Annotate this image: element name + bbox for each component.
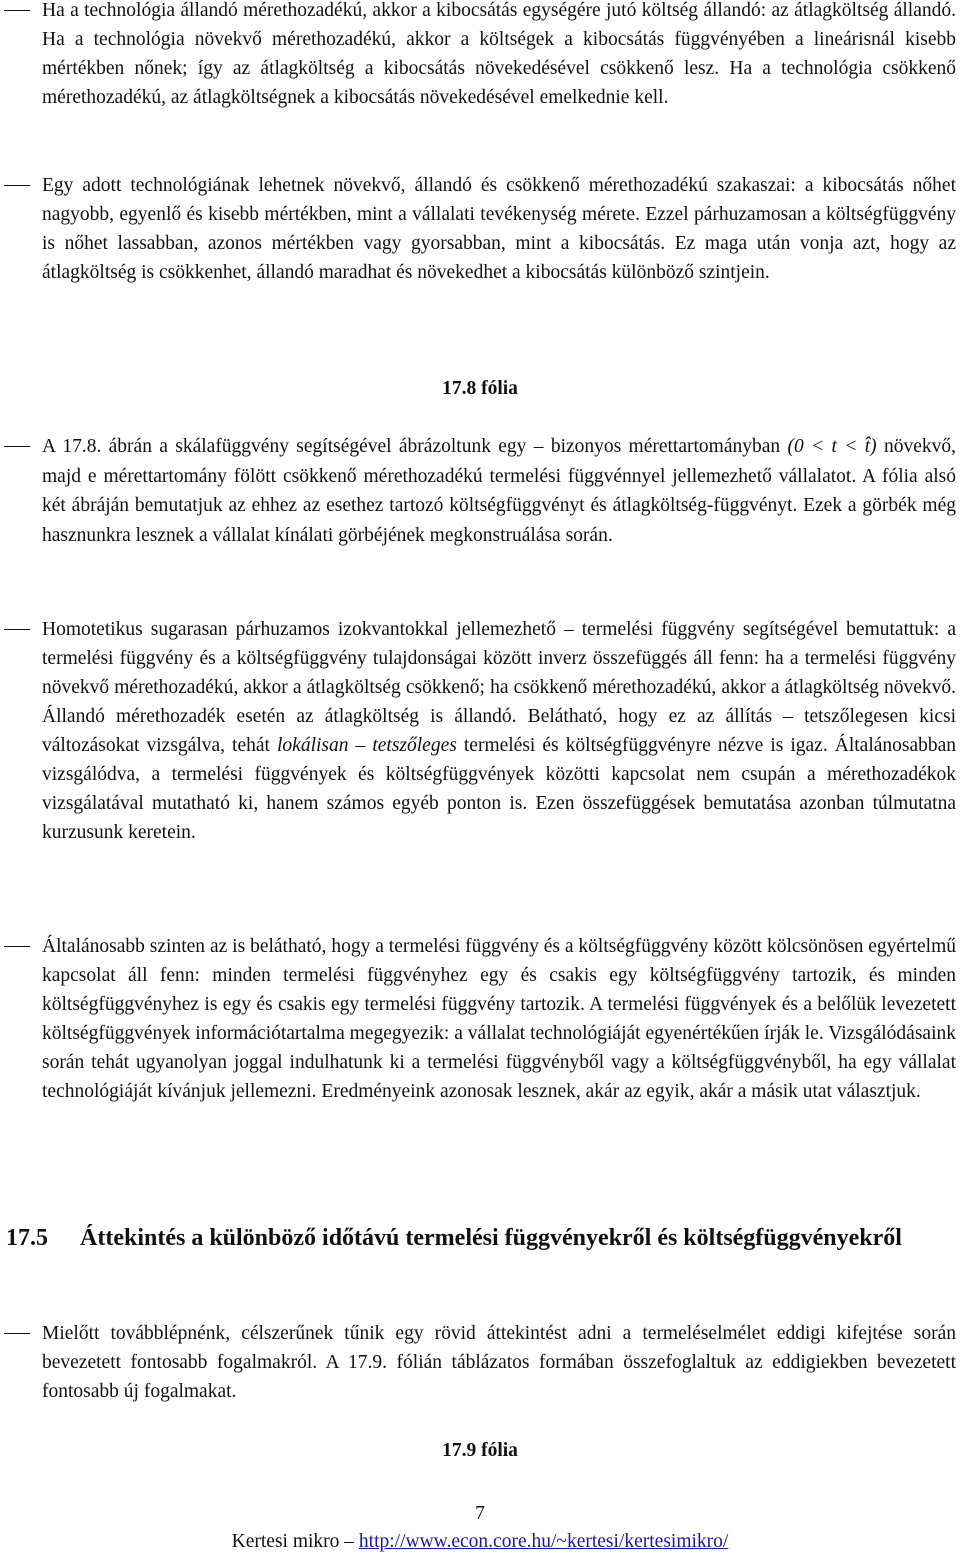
paragraph-text: Általánosabb szinten az is belátható, hogy a termelési függvény és a költségfüggvény között kölcsönösen egyértelmű kapcsolat áll fenn: minden termelési függvényhez egy és csakis egy költségfüggvény tartozik, és minden költségfüggvényhez is egy és csakis egy termelési függvény tartozik. A termelési függvények és a belőlük levezetett költségfüggvények információtartalma megegyezik: a vállalat technológiáját egyenértékűen írják le. Vizsgálódásaink során tehát ugyanolyan joggal indulhatunk ki a termelési függvényből vagy a költségfüggvényből, ha egy vállalat technológiáját kívánjuk jellemezni. Eredményeink azonosak lesznek, akár az egyik, akár a másik utat választjuk. (42, 936, 956, 1102)
figure-label-17-8: 17.8 fólia (442, 378, 518, 399)
footer-author: Kertesi mikro – (231, 1531, 355, 1552)
bullet-dash (4, 446, 30, 447)
emphasis-text: lokálisan (277, 735, 349, 756)
paragraph-2 (0, 171, 956, 287)
math-expression: (0 < t < t̂) (787, 436, 877, 457)
paragraph-text-part: növekvő, majd e mérettartomány fölött csökkenő mérethozadékú termelési függvénnyel jellemezhető vállalatot. A fólia alsó két ábráján bemutatjuk az ehhez az esethez tartozó költségfüggvényt és átlagköltség-függvényt. Ezek a görbék még hasznunkra lesznek a vállalat kínálati görbéjének megkonstruálása során. (42, 436, 957, 546)
paragraph-text (42, 432, 956, 550)
section-title: Áttekintés a különböző időtávú termelési függvényekről és költségfüggvényekről (80, 1225, 902, 1251)
section-number: 17.5 (6, 1225, 48, 1251)
paragraph-text: Mielőtt továbblépnénk, célszerűnek tűnik egy rövid áttekintést adni a termeléselmélet eddigi kifejtése során bevezetett fontosabb fogalmakról. A 17.9. fólián táblázatos formában összefoglaltuk az eddigiekben bevezetett fontosabb új fogalmakat. (42, 1323, 956, 1402)
paragraph-5 (0, 932, 956, 1106)
bullet-dash (4, 946, 30, 947)
footer-line (0, 1528, 960, 1556)
figure-label-17-9: 17.9 fólia (442, 1440, 518, 1461)
paragraph-1 (0, 0, 956, 112)
paragraph-text-part: Homotetikus sugarasan párhuzamos izokvantokkal jellemezhető – termelési függvény segítségével bemutattuk: a termelési függvény és a költségfüggvény tulajdonságai között inverz összefüggés áll fenn: ha a termelési függvény növekvő mérethozadékú, akkor a átlagköltség csökkenő; ha csökkenő mérethozadékú, akkor a átlagköltség növekvő. Állandó mérethozadék esetén az átlagköltség is állandó. Belátható, hogy ez az állítás – tetszőlegesen kicsi változásokat vizsgálva, tehát (42, 619, 956, 756)
paragraph-text: Egy adott technológiának lehetnek növekvő, állandó és csökkenő mérethozadékú szakaszai: a kibocsátás nőhet nagyobb, egyenlő és kisebb mértékben, mint a vállalati tevékenység mérete. Ezzel párhuzamosan a költségfüggvény is nőhet lassabban, azonos mértékben vagy gyorsabban, mint a kibocsátás. Ez maga után vonja azt, hogy az átlagköltség is csökkenhet, állandó maradhat és növekedhet a kibocsátás különböző szintjein. (42, 175, 956, 283)
bullet-dash (4, 629, 30, 630)
page-footer (0, 1500, 960, 1556)
dash-separator: – (355, 735, 366, 756)
bullet-dash (4, 10, 30, 11)
paragraph-text-part: termelési és költségfüggvényre nézve is igaz. Általánosabban vizsgálódva, a termelési függvények és költségfüggvények közötti kapcsolat nem csupán a mérethozadékok vizsgálatával mutatható ki, hanem számos egyéb ponton is. Ezen összefüggések bemutatása azonban túlmutatna kurzusunk keretein. (42, 735, 957, 843)
paragraph-text-part: A 17.8. ábrán a skálafüggvény segítségével ábrázoltunk egy – bizonyos mérettartományban (42, 436, 781, 457)
paragraph-3 (0, 432, 956, 550)
paragraph-4 (0, 615, 956, 847)
bullet-dash (4, 185, 30, 186)
page-number: 7 (475, 1503, 485, 1524)
paragraph-6 (0, 1319, 956, 1406)
footer-link[interactable]: http://www.econ.core.hu/~kertesi/kertesimikro/ (358, 1531, 729, 1552)
emphasis-text: tetszőleges (372, 735, 457, 756)
paragraph-text (42, 615, 956, 847)
bullet-dash (4, 1333, 30, 1334)
paragraph-text: Ha a technológia állandó mérethozadékú, akkor a kibocsátás egységére jutó költség állandó: az átlagköltség állandó. Ha a technológia növekvő mérethozadékú, akkor a költségek a kibocsátás függvényében a lineárisnál kisebb mértékben nőnek; így az átlagköltség a kibocsátás növekedésével csökkenő lesz. Ha a technológia csökkenő mérethozadékú, az átlagköltségnek a kibocsátás növekedésével emelkednie kell. (42, 0, 956, 108)
section-heading (6, 1222, 956, 1254)
